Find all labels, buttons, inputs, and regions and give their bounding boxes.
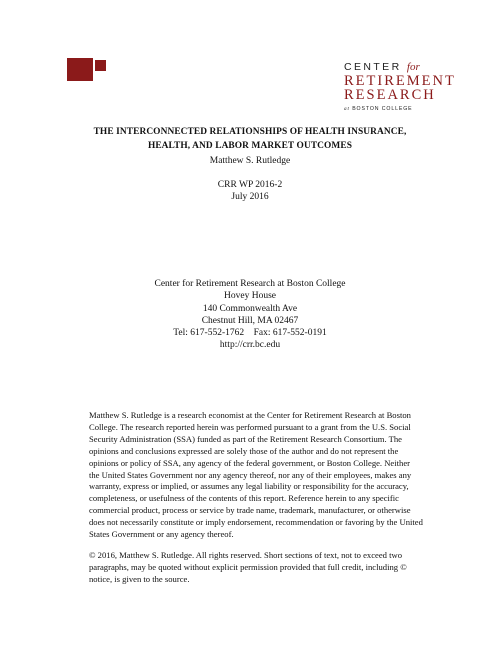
address-line: 140 Commonwealth Ave bbox=[202, 303, 298, 314]
paper-title bbox=[60, 125, 440, 153]
working-paper-info bbox=[60, 179, 440, 203]
bio-line: opinions and conclusions expressed are solely those of the author and do not represent the bbox=[89, 445, 399, 456]
logo-line-center: CENTER for bbox=[344, 61, 420, 73]
copyright-notice bbox=[89, 550, 415, 586]
bio-line: Matthew S. Rutledge is a research economist at the Center for Retirement Research at Boston bbox=[89, 410, 411, 420]
copyright-line: notice, is given to the source. bbox=[89, 573, 190, 584]
logo-for: for bbox=[406, 61, 420, 73]
logo-line-boston-college: at BOSTON COLLEGE bbox=[344, 106, 413, 112]
bio-line: States Government or any agency thereof. bbox=[89, 529, 234, 540]
bio-line: does not necessarily constitute or imply endorsement, recommendation or favoring by the United bbox=[89, 517, 423, 528]
website-link[interactable]: http://crr.bc.edu bbox=[219, 340, 281, 351]
bio-line: opinions or policy of SSA, any agency of the federal government, or Boston College. Neither bbox=[89, 457, 410, 468]
title-line: HEALTH, AND LABOR MARKET OUTCOMES bbox=[147, 141, 353, 151]
bio-line: Security Administration (SSA) funded as part of the Retirement Research Consortium. The bbox=[89, 433, 402, 444]
crr-logo bbox=[330, 61, 456, 121]
wp-date: July 2016 bbox=[231, 192, 269, 202]
author-name: Matthew S. Rutledge bbox=[209, 156, 291, 166]
address-line: Chestnut Hill, MA 02467 bbox=[201, 315, 299, 326]
bio-line: commercial product, process or service by trade name, trademark, manufacturer, or otherwise bbox=[89, 505, 411, 516]
address-line: Center for Retirement Research at Boston College bbox=[154, 279, 346, 289]
bio-line: the United States Government nor any agency thereof, nor any of their employees, makes any bbox=[89, 469, 412, 480]
bio-line: warranty, express or implied, or assumes any legal liability or responsibility for the accuracy, bbox=[89, 481, 409, 492]
phone-fax-line: Tel: 617-552-1762 Fax: 617-552-0191 bbox=[173, 328, 327, 339]
wp-number: CRR WP 2016-2 bbox=[217, 180, 283, 190]
bio-line: College. The research reported herein was performed pursuant to a grant from the U.S. Social bbox=[89, 421, 411, 432]
author-bio-disclaimer bbox=[89, 410, 423, 541]
logo-square-small bbox=[95, 60, 106, 71]
bio-line: completeness, or usefulness of the contents of this report. Reference herein to any specific bbox=[89, 493, 399, 504]
copyright-line: paragraphs, may be quoted without explicit permission provided that full credit, including © bbox=[89, 561, 407, 572]
copyright-line: © 2016, Matthew S. Rutledge. All rights reserved. Short sections of text, not to exceed two bbox=[89, 550, 402, 560]
logo-line-research: RESEARCH bbox=[344, 87, 436, 103]
address-block bbox=[60, 278, 440, 352]
address-line: Hovey House bbox=[224, 291, 276, 302]
title-line: THE INTERCONNECTED RELATIONSHIPS OF HEALTH INSURANCE, bbox=[93, 127, 407, 137]
logo-line-retirement: RETIREMENT bbox=[344, 73, 456, 89]
logo-square-large bbox=[67, 58, 93, 81]
